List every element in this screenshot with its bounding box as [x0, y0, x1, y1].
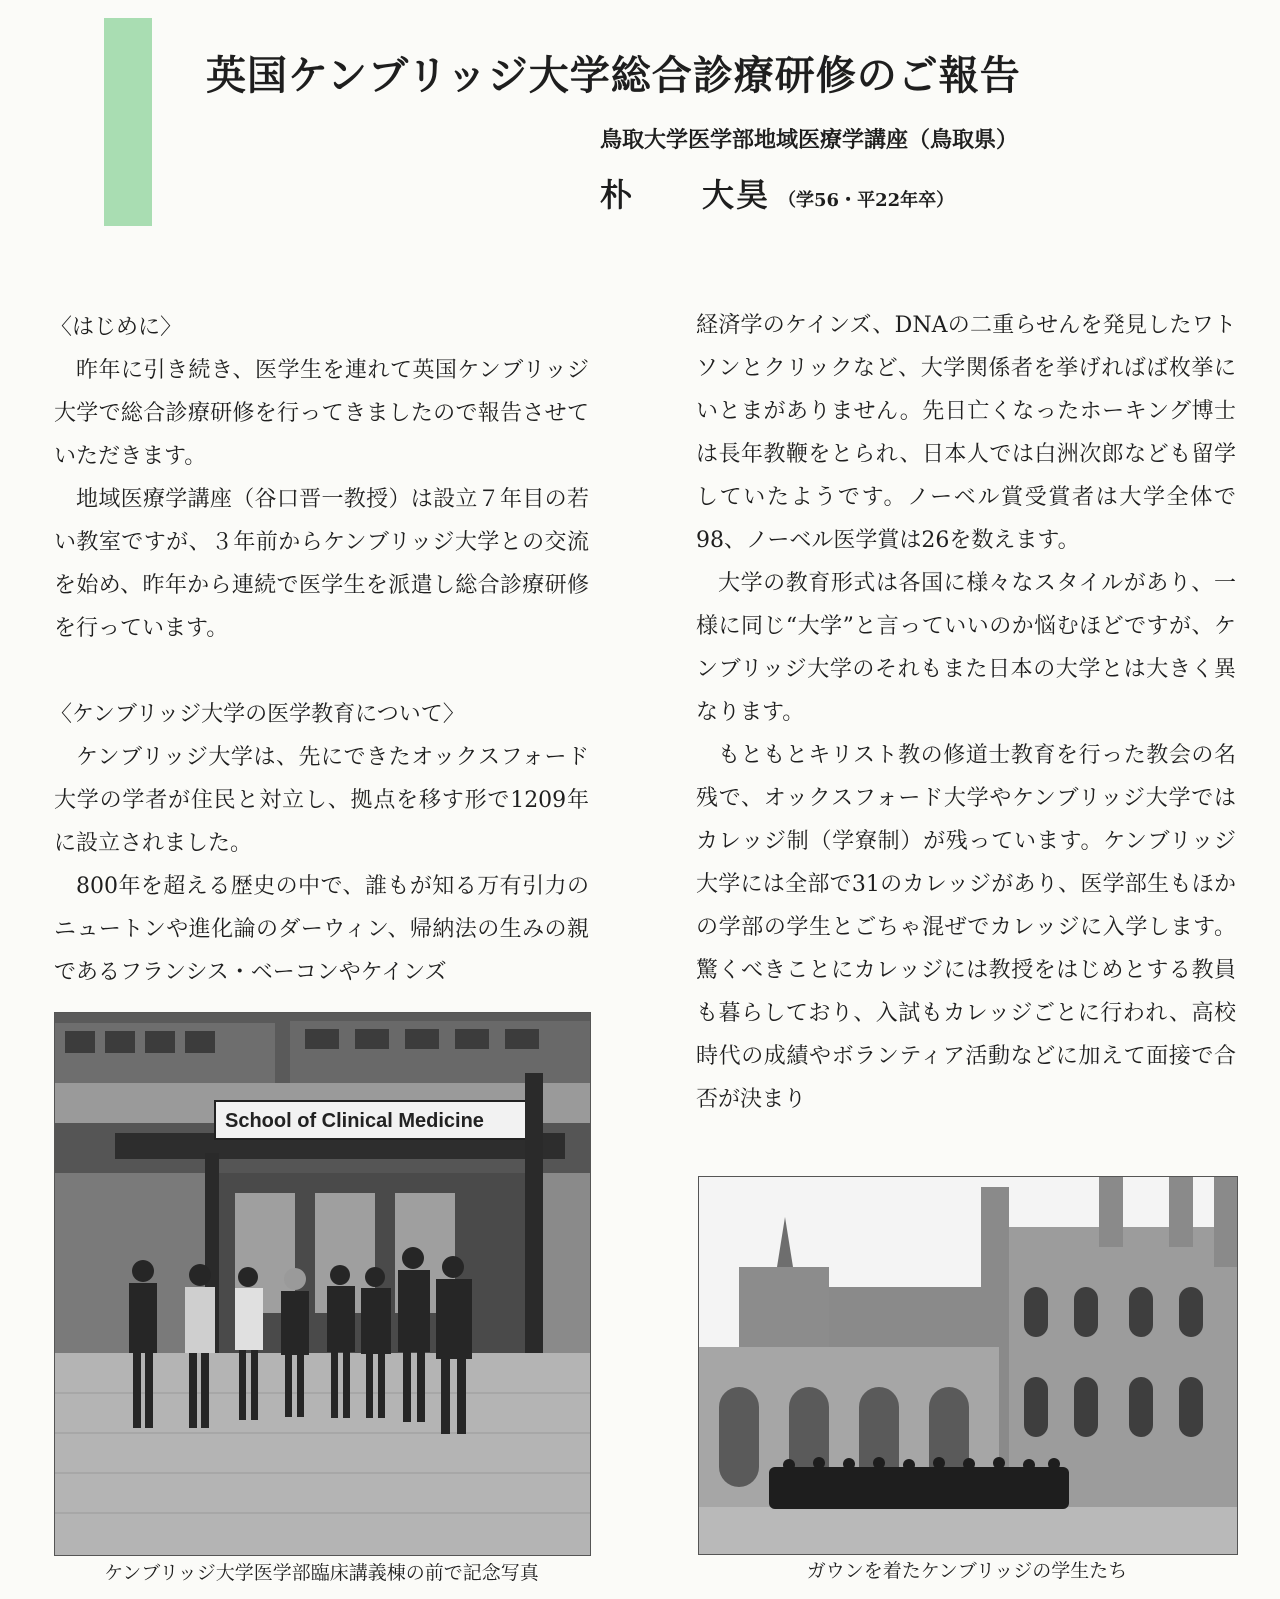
section-gap	[54, 650, 589, 693]
right-column	[696, 304, 1236, 1121]
building-sign: School of Clinical Medicine	[225, 1110, 484, 1132]
photo-caption-right: ガウンを着たケンブリッジの学生たち	[806, 1560, 1128, 1582]
author-graduation-note: （学56・平22年卒）	[778, 190, 955, 211]
author-affiliation: 鳥取大学医学部地域医療学講座（鳥取県）	[600, 127, 1019, 153]
body-paragraph: ケンブリッジ大学は、先にできたオックスフォード大学の学者が住民と対立し、拠点を移す形で1209年に設立されました。	[54, 745, 589, 856]
body-paragraph-continued: 経済学のケインズ、DNAの二重らせんを発見したワトソンとクリックなど、大学関係者を挙げればば枚挙にいとまがありません。先日亡くなったホーキング博士は長年教鞭をとられ、日本人では白洲次郎なども留学していたようです。ノーベル賞受賞者は大学全体で98、ノーベル医学賞は26を数えます。	[696, 313, 1236, 553]
section-heading: 〈はじめに〉	[50, 315, 183, 340]
left-column	[50, 306, 589, 994]
photo-clinical-school	[54, 1012, 591, 1556]
photo-caption-left: ケンブリッジ大学医学部臨床講義棟の前で記念写真	[104, 1562, 539, 1584]
article-title: 英国ケンブリッジ大学総合診療研修のご報告	[206, 52, 1021, 99]
accent-bar	[104, 18, 152, 226]
section-heading: 〈ケンブリッジ大学の医学教育について〉	[50, 702, 465, 727]
body-paragraph: もともとキリスト教の修道士教育を行った教会の名残で、オックスフォード大学やケンブリッジ大学ではカレッジ制（学寮制）が残っています。ケンブリッジ大学には全部で31のカレッジがあり、医学部生もほかの学部の学生とごちゃ混ぜでカレッジに入学します。驚くべきことにカレッジには教授をはじめとする教員も暮らしており、入試もカレッジごとに行われ、高校時代の成績やボランティア活動などに加えて面接で合否が決まり	[696, 743, 1236, 1112]
author-name: 朴 大昊	[600, 176, 771, 214]
photo-college-students	[698, 1176, 1238, 1555]
body-paragraph: 800年を超える歴史の中で、誰もが知る万有引力のニュートンや進化論のダーウィン、帰納法の生みの親であるフランシス・ベーコンやケインズ	[54, 874, 589, 985]
body-paragraph: 昨年に引き続き、医学生を連れて英国ケンブリッジ大学で総合診療研修を行ってきましたので報告させていただきます。	[54, 358, 589, 469]
body-paragraph: 大学の教育形式は各国に様々なスタイルがあり、一様に同じ“大学”と言っていいのか悩むほどですが、ケンブリッジ大学のそれもまた日本の大学とは大きく異なります。	[696, 571, 1236, 725]
body-paragraph: 地域医療学講座（谷口晋一教授）は設立７年目の若い教室ですが、３年前からケンブリッジ大学との交流を始め、昨年から連続で医学生を派遣し総合診療研修を行っています。	[54, 487, 589, 641]
author-line	[600, 170, 954, 216]
